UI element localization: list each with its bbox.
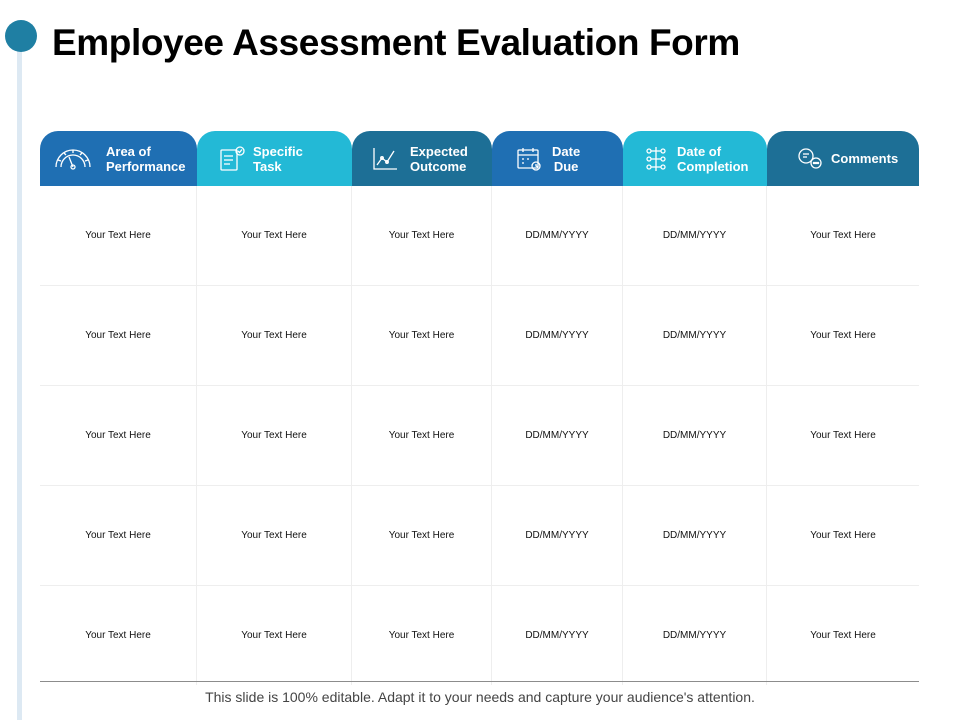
speedometer-icon — [52, 144, 94, 174]
table-cell: Your Text Here — [810, 230, 876, 241]
header-label: Comments — [831, 151, 899, 166]
header-label: Expected Outcome — [410, 143, 468, 174]
table-cell: DD/MM/YYYY — [492, 386, 623, 485]
table-cell: DD/MM/YYYY — [623, 186, 767, 285]
table-cell: Your Text Here — [352, 286, 492, 385]
table-cell: Your Text Here — [352, 186, 492, 285]
calendar-icon — [508, 144, 550, 174]
table-cell: Your Text Here — [352, 386, 492, 485]
accent-dot — [5, 20, 37, 52]
table-cell: Your Text Here — [40, 286, 197, 385]
header-specific-task — [197, 131, 352, 186]
table-row — [40, 186, 919, 286]
table-cell: Your Text Here — [40, 186, 197, 285]
table-cell: Your Text Here — [197, 286, 352, 385]
table-cell: DD/MM/YYYY — [623, 286, 767, 385]
header-expected-outcome — [352, 131, 492, 186]
table-cell: DD/MM/YYYY — [492, 486, 623, 585]
table-body — [40, 186, 919, 685]
table-cell: DD/MM/YYYY — [492, 186, 623, 285]
table-cell: Your Text Here — [40, 386, 197, 485]
table-row — [40, 486, 919, 586]
header-label: Area of Performance — [106, 143, 186, 174]
table-cell: Your Text Here — [810, 630, 876, 641]
table-cell: Your Text Here — [352, 586, 492, 685]
table-cell: Your Text Here — [40, 586, 197, 685]
accent-bar — [17, 44, 22, 720]
footer-note: This slide is 100% editable. Adapt it to your needs and capture your audience's attention. — [205, 689, 755, 705]
header-date-of-completion — [623, 131, 767, 186]
table-header-row — [40, 131, 919, 186]
chat-bubbles-icon — [789, 144, 831, 174]
table-row — [40, 586, 919, 685]
table-row — [40, 286, 919, 386]
table-cell: Your Text Here — [197, 186, 352, 285]
table-cell: Your Text Here — [197, 486, 352, 585]
table-cell: Your Text Here — [352, 486, 492, 585]
header-label: Date of Completion — [677, 143, 749, 174]
flowchart-icon — [635, 144, 677, 174]
table-cell: DD/MM/YYYY — [623, 386, 767, 485]
header-area-of-performance — [40, 131, 197, 186]
table-cell: DD/MM/YYYY — [492, 586, 623, 685]
header-label: Date Due — [552, 143, 581, 174]
table-cell: Your Text Here — [810, 530, 876, 541]
page-title: Employee Assessment Evaluation Form — [52, 22, 740, 63]
table-cell: Your Text Here — [40, 486, 197, 585]
evaluation-table — [40, 131, 919, 685]
table-row — [40, 386, 919, 486]
task-list-icon — [211, 144, 253, 174]
table-cell: DD/MM/YYYY — [492, 286, 623, 385]
table-cell: Your Text Here — [810, 330, 876, 341]
table-cell: Your Text Here — [197, 386, 352, 485]
divider — [40, 681, 919, 682]
header-label: Specific Task — [253, 143, 303, 174]
table-cell: DD/MM/YYYY — [623, 586, 767, 685]
table-cell: Your Text Here — [197, 586, 352, 685]
header-date-due — [492, 131, 623, 186]
line-chart-icon — [364, 144, 406, 174]
table-cell: Your Text Here — [810, 430, 876, 441]
table-cell: DD/MM/YYYY — [623, 486, 767, 585]
header-comments — [767, 131, 919, 186]
